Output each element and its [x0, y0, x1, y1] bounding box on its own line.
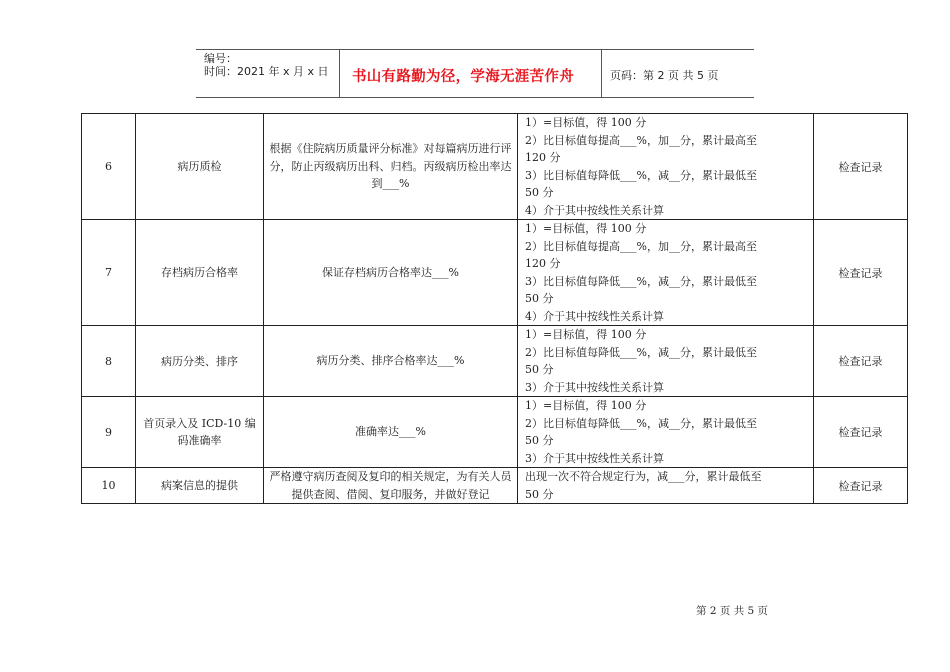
header-page-info: 页码：第 2 页 共 5 页 — [610, 69, 719, 82]
scoring-line: 120 分 — [525, 257, 561, 270]
scoring-line: 1）=目标值，得 100 分 — [525, 222, 647, 235]
scoring-line: 3）比目标值每降低___%，减__分，累计最低至 — [525, 274, 757, 288]
scoring-line: 2）比目标值每提高___%，加__分，累计最高至 — [525, 239, 757, 253]
code-label: 编号： — [204, 52, 237, 65]
row-number: 10 — [82, 468, 136, 504]
row-item: 首页录入及 ICD-10 编码准确率 — [136, 397, 264, 468]
row-number: 8 — [82, 326, 136, 397]
scoring-line: 2）比目标值每降低___%，减__分，累计最低至 — [525, 345, 757, 359]
header-meta — [204, 52, 329, 78]
row-number: 6 — [82, 114, 136, 220]
row-scoring — [518, 468, 814, 504]
row-standard: 保证存档病历合格率达___% — [264, 220, 518, 326]
table-row — [82, 468, 908, 504]
row-standard: 准确率达___% — [264, 397, 518, 468]
row-scoring — [518, 326, 814, 397]
scoring-line: 50 分 — [525, 363, 554, 376]
scoring-line: 4）介于其中按线性关系计算 — [525, 203, 664, 217]
row-standard: 严格遵守病历查阅及复印的相关规定，为有关人员提供查阅、借阅、复印服务，并做好登记 — [264, 468, 518, 504]
row-scoring — [518, 220, 814, 326]
header-divider — [339, 50, 340, 97]
scoring-line: 1）=目标值，得 100 分 — [525, 328, 647, 341]
row-scoring — [518, 397, 814, 468]
header-motto: 书山有路勤为径，学海无涯苦作舟 — [352, 69, 574, 85]
row-method: 检查记录 — [814, 220, 908, 326]
table-row — [82, 114, 908, 220]
row-item: 病案信息的提供 — [136, 468, 264, 504]
scoring-line: 120 分 — [525, 151, 561, 164]
scoring-line: 3）介于其中按线性关系计算 — [525, 451, 664, 465]
date-label: 时间：2021 年 x 月 x 日 — [204, 65, 329, 78]
row-number: 9 — [82, 397, 136, 468]
row-item: 存档病历合格率 — [136, 220, 264, 326]
row-number: 7 — [82, 220, 136, 326]
row-item: 病历分类、排序 — [136, 326, 264, 397]
row-method: 检查记录 — [814, 468, 908, 504]
scoring-line: 50 分 — [525, 487, 554, 501]
scoring-line: 1）=目标值，得 100 分 — [525, 116, 647, 129]
scoring-line: 2）比目标值每提高___%，加__分，累计最高至 — [525, 133, 757, 147]
page-footer: 第 2 页 共 5 页 — [696, 605, 769, 617]
row-standard: 病历分类、排序合格率达___% — [264, 326, 518, 397]
row-method: 检查记录 — [814, 114, 908, 220]
scoring-line: 2）比目标值每降低___%，减__分，累计最低至 — [525, 416, 757, 430]
scoring-line: 50 分 — [525, 292, 554, 305]
document-header — [196, 49, 754, 98]
scoring-line: 1）=目标值，得 100 分 — [525, 399, 647, 412]
table-row — [82, 220, 908, 326]
assessment-table — [81, 113, 908, 504]
scoring-line: 3）介于其中按线性关系计算 — [525, 380, 664, 394]
header-divider — [601, 50, 602, 97]
row-scoring — [518, 114, 814, 220]
row-standard: 根据《住院病历质量评分标准》对每篇病历进行评分，防止丙级病历出科、归档。丙级病历检出率达到___% — [264, 114, 518, 220]
row-method: 检查记录 — [814, 326, 908, 397]
table-row — [82, 326, 908, 397]
table-row — [82, 397, 908, 468]
scoring-line: 4）介于其中按线性关系计算 — [525, 309, 664, 323]
row-item: 病历质检 — [136, 114, 264, 220]
row-method: 检查记录 — [814, 397, 908, 468]
scoring-line: 50 分 — [525, 434, 554, 447]
scoring-line: 出现一次不符合规定行为，减___分，累计最低至 — [525, 470, 762, 483]
scoring-line: 50 分 — [525, 186, 554, 199]
scoring-line: 3）比目标值每降低___%，减__分，累计最低至 — [525, 168, 757, 182]
